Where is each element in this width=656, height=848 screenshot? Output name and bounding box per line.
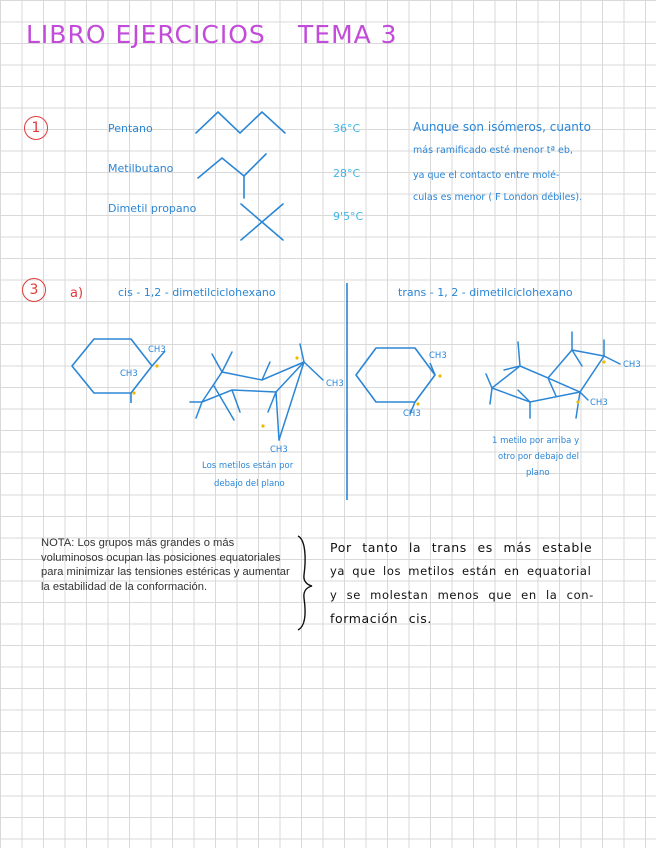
part-a-label: a) (70, 286, 84, 301)
exercise-3-number: 3 (22, 278, 46, 302)
compound-metilbutano: Metilbutano (108, 162, 174, 175)
conclusion-line-2: ya que los metilos están en equatorial (330, 564, 592, 578)
cis-note-line-1: Los metilos están por (202, 461, 294, 471)
compound-dimetilpropano: Dimetil propano (108, 202, 197, 215)
trans-title: trans - 1, 2 - dimetilciclohexano (398, 286, 573, 299)
cis-chair-ch3-right: CH3 (326, 379, 344, 389)
trans-hex-ch3-top: CH3 (429, 351, 447, 361)
explanation-line-1: Aunque son isómeros, cuanto (413, 120, 591, 134)
cis-note-line-2: debajo del plano (214, 479, 285, 489)
explanation-line-3: ya que el contacto entre molé- (413, 170, 560, 181)
cis-chair-ch3-bottom: CH3 (270, 445, 288, 455)
conclusion-line-4: formación cis. (330, 611, 432, 626)
conclusion-line-3: y se molestan menos que en la con- (330, 588, 594, 602)
temp-dimetilpropano: 9'5°C (333, 210, 364, 223)
trans-note-line-2: otro por debajo del (498, 452, 580, 462)
trans-hex-ch3-bottom: CH3 (403, 409, 421, 419)
trans-hexagon (356, 348, 435, 414)
title-left: LIBRO EJERCICIOS (26, 20, 266, 49)
note-text: NOTA: Los grupos más grandes o más voluminosos ocupan las posiciones equatoriales para minimizar las tensiones estéricas y aumentar la estabilidad de la conformación. (41, 537, 290, 593)
explanation-line-4: culas es menor ( F London débiles). (413, 192, 583, 203)
brace-shape (298, 536, 312, 630)
compound-pentano: Pentano (108, 122, 153, 135)
temp-metilbutano: 28°C (333, 167, 361, 180)
trans-chair-ch3-right: CH3 (623, 360, 641, 370)
conclusion-line-1: Por tanto la trans es más estable (330, 540, 593, 555)
trans-note-line-1: 1 metilo por arriba y (492, 436, 580, 446)
explanation-line-2: más ramificado esté menor tª eb, (413, 145, 573, 156)
title-right: TEMA 3 (298, 20, 398, 49)
cis-chair (190, 344, 323, 440)
temp-pentano: 36°C (333, 122, 361, 135)
cis-hex-ch3-top: CH3 (148, 345, 166, 355)
trans-chair-ch3-lower: CH3 (590, 398, 608, 408)
trans-note-line-3: plano (526, 468, 550, 478)
exercise-1-number: 1 (24, 116, 48, 140)
pentano-skeleton (196, 112, 285, 133)
cis-hex-ch3-inner: CH3 (120, 369, 138, 379)
metilbutano-skeleton (198, 154, 266, 198)
cis-title: cis - 1,2 - dimetilciclohexano (118, 286, 276, 299)
dimetilpropano-skeleton (241, 204, 283, 240)
